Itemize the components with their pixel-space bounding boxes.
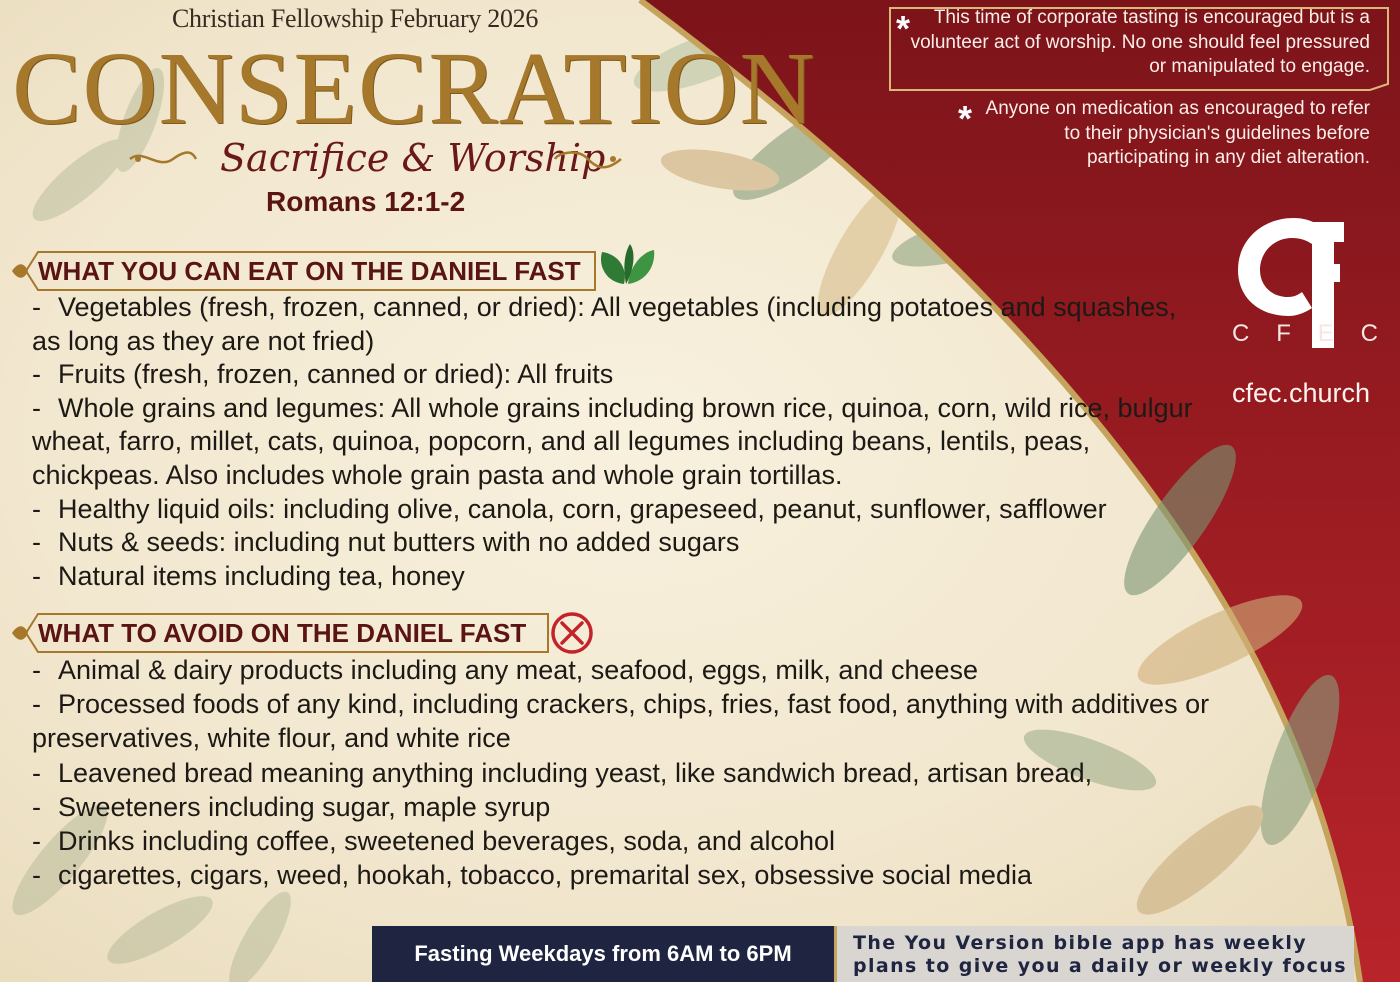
notice-medication: Anyone on medication as encouraged to refer to their physician's guidelines before participating in any diet alteration. [985,98,1370,168]
list-item: - Sweeteners including sugar, maple syrup [32,791,551,822]
list-item: - Healthy liquid oils: including olive, canola, corn, grapeseed, peanut, sunflower, safflower [32,493,1107,524]
swirl-ornament-right-icon [553,148,623,170]
logo-letter: C [1232,320,1252,347]
logo-letter: C [1360,320,1380,347]
website-link[interactable]: cfec.church [1232,378,1371,408]
eat-heading-label: WHAT YOU CAN EAT ON THE DANIEL FAST [38,256,581,286]
x-circle-icon [550,612,594,656]
youversion-banner: The You Version bible app has weekly plans to give you a daily or weekly focus [837,926,1354,982]
page-title: CONSECRATION [12,31,816,146]
asterisk-icon: * [958,98,973,139]
list-item: - Processed foods of any kind, including crackers, chips, fries, fast food, anything with additives or preservatives, white flour, and white rice [32,689,1210,754]
leaf-icon [596,244,656,288]
list-item: - Leavened bread meaning anything including yeast, like sandwich bread, artisan bread, [32,757,1093,788]
list-item: - Animal & dairy products including any meat, seafood, eggs, milk, and cheese [32,655,979,685]
list-item: - Whole grains and legumes: All whole grains including brown rice, quinoa, corn, wild rice, bulgur wheat, farro, millet, cats, quinoa, popcorn, and all legumes including beans, lentils, peas, chickpeas. Also includes whole grain pasta and whole grain tortillas. [32,392,1193,490]
notice-voluntary: This time of corporate tasting is encouraged but is a volunteer act of worship. No one should feel pressured or manipulated to engage. [910,7,1370,77]
list-item: - Nuts & seeds: including nut butters with no added sugars [32,527,740,558]
fasting-schedule-banner: Fasting Weekdays from 6AM to 6PM [372,926,837,982]
logo-letter: E [1317,320,1336,347]
scripture-reference: Romans 12:1-2 [266,186,466,217]
swirl-ornament-left-icon [128,148,198,170]
asterisk-icon: * [896,8,911,49]
list-item: - Natural items including tea, honey [32,560,465,591]
list-item: - Vegetables (fresh, frozen, canned, or dried): All vegetables (including potatoes and squashes, as long as they are not fried) [32,292,1177,356]
eat-section-heading [10,250,660,290]
eat-list [32,291,1202,593]
subtitle: Sacrifice & Worship [220,136,606,180]
logo-letter: F [1276,320,1293,347]
avoid-list [32,653,1322,892]
list-item: - cigarettes, cigars, weed, hookah, tobacco, premarital sex, obsessive social media [32,860,1032,891]
list-item: - Drinks including coffee, sweetened beverages, soda, and alcohol [32,826,836,857]
list-item: - Fruits (fresh, frozen, canned or dried): All fruits [32,359,614,390]
avoid-section-heading [10,612,610,652]
cfec-letters [1232,320,1380,348]
avoid-heading-label: WHAT TO AVOID ON THE DANIEL FAST [38,618,527,648]
subtitle-row [128,134,628,184]
fellowship-date-line: Christian Fellowship February 2026 [172,4,539,33]
